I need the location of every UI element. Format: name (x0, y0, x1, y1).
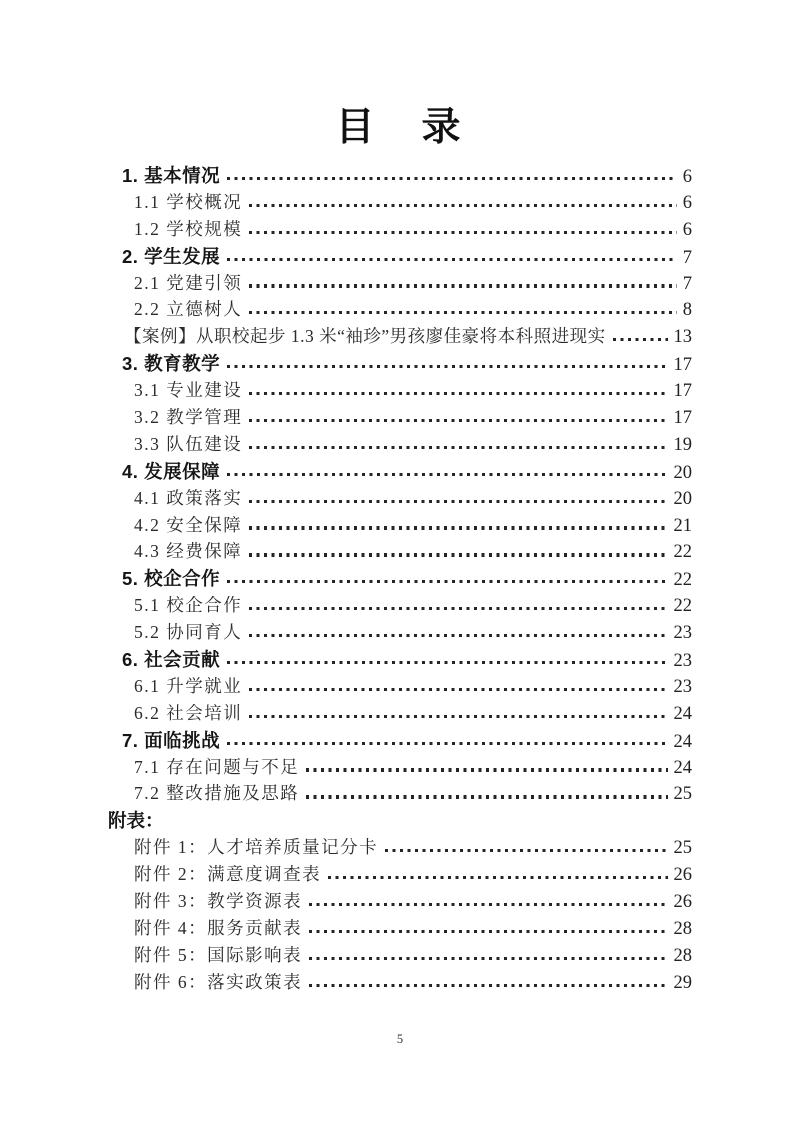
dot-leader-icon (385, 849, 667, 852)
toc-entry-page: 22 (673, 542, 692, 563)
toc-entry-label: 2. 学生发展 (122, 245, 221, 267)
toc-entry-page: 20 (673, 462, 692, 483)
toc-entry[interactable] (122, 377, 692, 404)
toc-entry-page: 23 (673, 623, 692, 644)
toc-entry-label: 6.1 升学就业 (134, 675, 243, 696)
toc-entry[interactable] (122, 189, 692, 216)
dot-leader-icon (249, 231, 677, 234)
toc-entry-label: 4. 发展保障 (122, 460, 221, 482)
toc-entry[interactable] (122, 754, 692, 781)
toc-entry[interactable] (122, 485, 692, 512)
toc-entry-page: 7 (682, 273, 692, 294)
toc-entry-page: 28 (673, 945, 692, 966)
dot-leader-icon (249, 419, 667, 422)
toc-entry-label: 1.1 学校概况 (134, 191, 243, 212)
dot-leader-icon (227, 258, 677, 261)
toc-entry-page: 13 (673, 327, 692, 348)
toc-entry-page: 22 (673, 596, 692, 617)
dot-leader-icon (249, 311, 677, 314)
dot-leader-icon (249, 688, 667, 691)
toc-entry[interactable] (122, 512, 692, 539)
toc-entry[interactable] (122, 700, 692, 727)
toc-entry[interactable] (122, 834, 692, 861)
dot-leader-icon (306, 768, 667, 771)
dot-leader-icon (309, 930, 667, 933)
toc-entry-label: 附件 2：满意度调查表 (134, 864, 322, 885)
toc-entry-page: 28 (673, 918, 692, 939)
footer-page-number: 5 (396, 1032, 404, 1046)
toc-entry-label: 附表： (108, 810, 164, 832)
toc-entry-page: 24 (673, 703, 692, 724)
toc-entry-page: 6 (682, 167, 692, 187)
dot-leader-icon (227, 177, 677, 180)
dot-leader-icon (306, 795, 667, 798)
toc-entry-label: 3.3 队伍建设 (134, 433, 243, 454)
toc-entry-label: 附件 3：教学资源表 (134, 891, 303, 912)
dot-leader-icon (249, 553, 667, 556)
toc-entry-page: 26 (673, 865, 692, 886)
dot-leader-icon (227, 661, 667, 664)
toc-entry-page: 19 (673, 434, 692, 455)
toc-entry-page: 25 (673, 784, 692, 805)
toc-entry-label: 5.2 协同育人 (134, 622, 243, 643)
dot-leader-icon (227, 365, 667, 368)
dot-leader-icon (309, 903, 667, 906)
toc-entry[interactable] (122, 888, 692, 915)
toc-entry-label: 5.1 校企合作 (134, 595, 243, 616)
toc-entry-label: 3.2 教学管理 (134, 407, 243, 428)
dot-leader-icon (613, 338, 668, 341)
dot-leader-icon (249, 392, 667, 395)
toc-entry[interactable] (122, 216, 692, 243)
toc-entry[interactable] (122, 646, 692, 673)
toc-entry-label: 【案例】从职校起步 1.3 米“袖珍”男孩廖佳豪将本科照进现实 (124, 326, 606, 347)
toc-entry[interactable] (122, 296, 692, 323)
toc-entry-label: 7. 面临挑战 (122, 729, 221, 751)
toc-entry-page: 6 (682, 219, 692, 240)
dot-leader-icon (249, 284, 677, 287)
toc-entry-label: 7.1 存在问题与不足 (134, 756, 300, 777)
toc-entry-label: 3. 教育教学 (122, 353, 221, 375)
toc-entry-label: 附件 6：落实政策表 (134, 971, 303, 992)
toc-entry-label: 4.3 经费保障 (134, 541, 243, 562)
toc-entry-page: 20 (673, 488, 692, 509)
toc-entry-page: 7 (682, 247, 692, 268)
toc-entry-label: 4.2 安全保障 (134, 514, 243, 535)
toc-entry-page: 22 (673, 570, 692, 591)
toc-entry-page: 17 (673, 381, 692, 402)
toc-entry-label: 7.2 整改措施及思路 (134, 783, 300, 804)
toc-entry-label: 附件 1：人才培养质量记分卡 (134, 837, 379, 858)
toc-entry-page: 6 (682, 192, 692, 213)
toc-entry[interactable] (122, 270, 692, 297)
toc-entry-label: 1. 基本情况 (122, 165, 221, 186)
toc-entry-label: 5. 校企合作 (122, 568, 221, 590)
toc-entry[interactable] (122, 780, 692, 807)
toc-entry[interactable] (122, 619, 692, 646)
toc-entry-label: 3.1 专业建设 (134, 380, 243, 401)
page-title: 目 录 (335, 106, 465, 149)
toc-entry[interactable] (122, 915, 692, 942)
dot-leader-icon (249, 715, 667, 718)
toc-entry[interactable] (122, 592, 692, 619)
dot-leader-icon (249, 500, 667, 503)
toc-entry-page: 25 (673, 838, 692, 859)
toc-entry[interactable] (122, 861, 692, 888)
dot-leader-icon (249, 204, 677, 207)
toc-entry-page: 23 (673, 651, 692, 672)
toc-entry[interactable] (122, 458, 692, 485)
toc-entry-label: 1.2 学校规模 (134, 218, 243, 239)
toc-entry-label: 2.2 立德树人 (134, 299, 243, 320)
toc-entry[interactable] (122, 404, 692, 431)
toc-entry[interactable] (122, 673, 692, 700)
dot-leader-icon (227, 473, 667, 476)
toc-entry-label: 4.1 政策落实 (134, 487, 243, 508)
toc-entry-label: 6. 社会贡献 (122, 649, 221, 671)
toc-entry-page: 24 (673, 731, 692, 752)
toc-entry[interactable] (122, 350, 692, 377)
toc-entry[interactable] (108, 807, 692, 834)
toc-entry[interactable] (122, 727, 692, 754)
toc-entry-page: 26 (673, 892, 692, 913)
toc-entry[interactable] (122, 243, 692, 270)
toc-entry-label: 附件 4：服务贡献表 (134, 917, 303, 938)
toc-entry-page: 17 (673, 355, 692, 376)
toc-entry-page: 21 (673, 515, 692, 536)
dot-leader-icon (249, 607, 667, 610)
toc-entry-page: 23 (673, 676, 692, 697)
toc-entry[interactable] (122, 162, 692, 189)
toc-entry[interactable] (122, 538, 692, 565)
toc-entry[interactable] (122, 431, 692, 458)
toc-entry-page: 24 (673, 757, 692, 778)
dot-leader-icon (227, 580, 667, 583)
toc-entry-page: 29 (673, 972, 692, 993)
toc-entry[interactable] (122, 565, 692, 592)
toc-entry-label: 附件 5：国际影响表 (134, 944, 303, 965)
dot-leader-icon (249, 634, 667, 637)
toc-entry-label: 6.2 社会培训 (134, 702, 243, 723)
dot-leader-icon (249, 446, 667, 449)
dot-leader-icon (227, 742, 667, 745)
dot-leader-icon (309, 957, 667, 960)
toc-entry-page: 8 (682, 300, 692, 321)
toc-entry[interactable] (122, 969, 692, 996)
toc-entry[interactable] (122, 942, 692, 969)
dot-leader-icon (249, 526, 667, 529)
toc-list (108, 162, 692, 996)
dot-leader-icon (309, 984, 667, 987)
toc-entry-label: 2.1 党建引领 (134, 272, 243, 293)
toc-entry[interactable] (122, 323, 692, 350)
dot-leader-icon (328, 876, 667, 879)
toc-entry-page: 17 (673, 408, 692, 429)
